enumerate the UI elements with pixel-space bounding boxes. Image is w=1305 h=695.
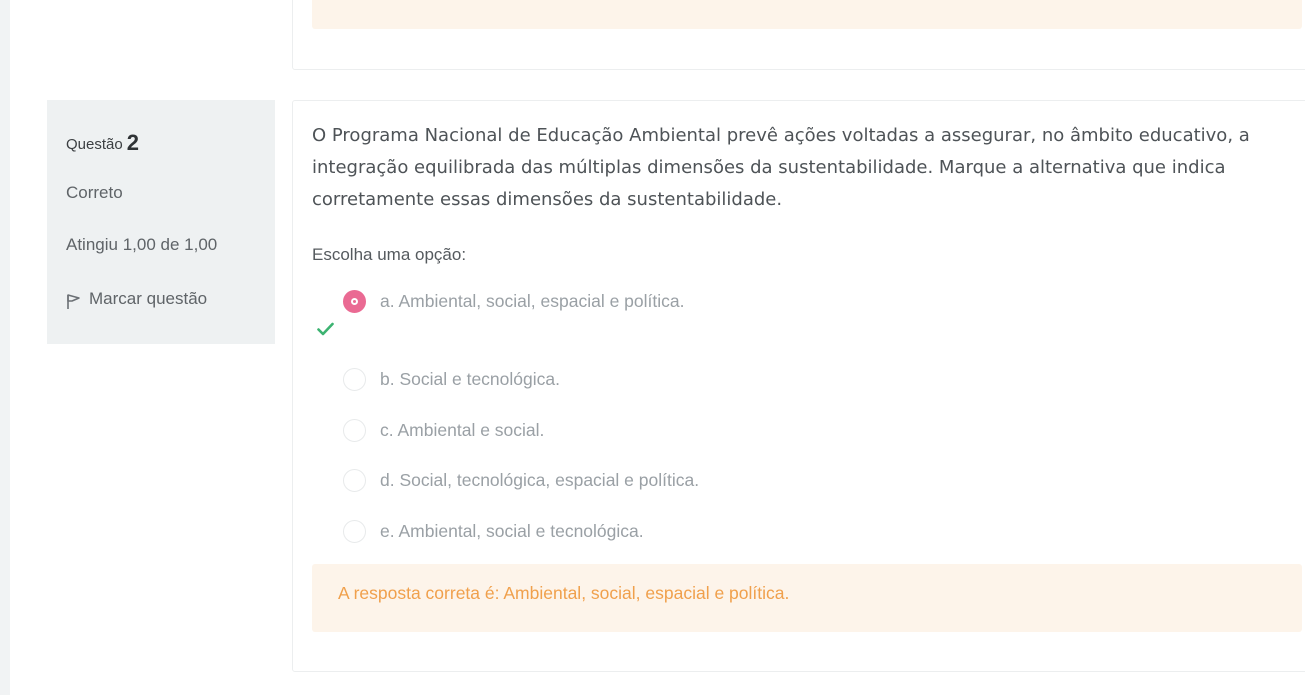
flag-question-link[interactable] (66, 288, 207, 310)
question-heading (66, 130, 139, 156)
option-a-label: a. Ambiental, social, espacial e política. (380, 291, 685, 311)
question-state: Correto (66, 183, 123, 202)
check-icon (317, 322, 334, 336)
correct-answer-text: A resposta correta é: Ambiental, social, espacial e política. (338, 583, 790, 603)
option-d-radio[interactable] (343, 469, 366, 492)
option-b-radio[interactable] (343, 368, 366, 391)
flag-icon (66, 292, 82, 310)
option-d-label: d. Social, tecnológica, espacial e política. (380, 470, 700, 490)
option-e-label: e. Ambiental, social e tecnológica. (380, 521, 644, 541)
correct-answer-feedback (312, 564, 1302, 632)
option-c-radio[interactable] (343, 419, 366, 442)
question-grade: Atingiu 1,00 de 1,00 (66, 235, 218, 254)
option-a[interactable] (343, 290, 684, 313)
previous-question-feedback (312, 0, 1302, 29)
option-e-radio[interactable] (343, 520, 366, 543)
option-b[interactable] (343, 368, 560, 391)
option-d[interactable] (343, 469, 699, 492)
question-text: O Programa Nacional de Educação Ambiental prevê ações voltadas a assegurar, no âmbito educativo, a integração equilibrada das múltiplas dimensões da sustentabilidade. Marque a alternativa que indica corretamente essas dimensões da sustentabilidade. (312, 125, 1250, 210)
option-c-label: c. Ambiental e social. (380, 420, 545, 440)
answer-prompt: Escolha uma opção: (312, 245, 467, 264)
option-c[interactable] (343, 419, 544, 442)
option-e[interactable] (343, 520, 644, 543)
flag-question-label: Marcar questão (89, 289, 208, 308)
question-info-panel (47, 100, 275, 344)
question-number: 2 (126, 130, 139, 155)
option-a-radio[interactable] (343, 290, 366, 313)
left-edge-strip (0, 0, 10, 695)
option-b-label: b. Social e tecnológica. (380, 369, 560, 389)
question-label: Questão (66, 136, 123, 153)
